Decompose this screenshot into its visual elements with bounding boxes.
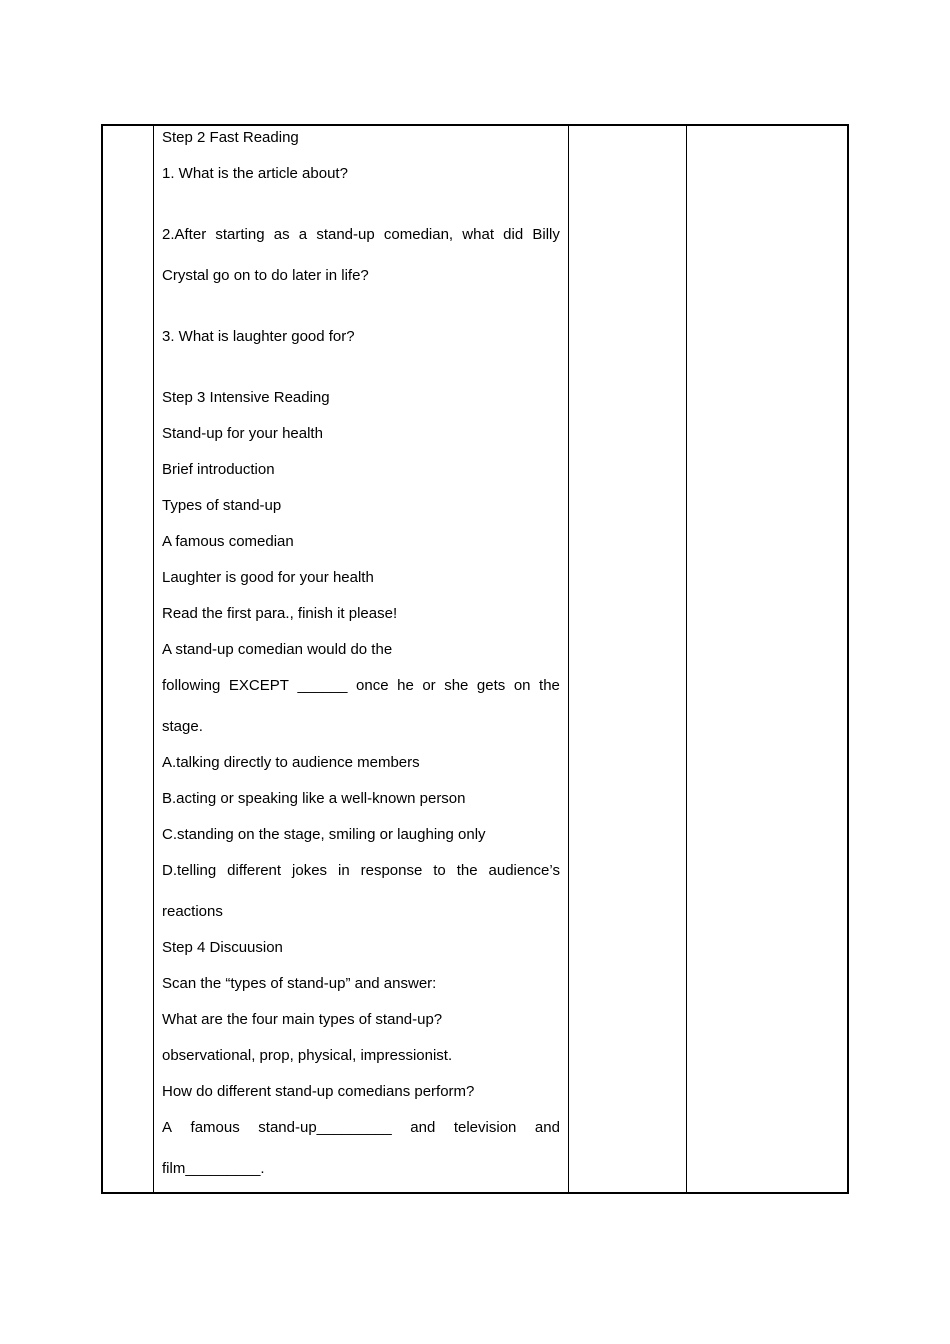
justified-word: in (337, 862, 350, 879)
option-c: C.standing on the stage, smiling or laughing only (162, 826, 486, 843)
justified-word: gets (476, 677, 506, 694)
step4-heading: Step 4 Discuusion (162, 939, 283, 956)
justified-word: different (227, 862, 282, 879)
question-2-line-1 (162, 225, 560, 245)
justified-word: stand-up (316, 226, 375, 243)
justified-word: he (397, 677, 414, 694)
justified-word: a (298, 226, 308, 243)
question-2-line-2: Crystal go on to do later in life? (162, 267, 369, 284)
justified-word: famous (190, 1119, 240, 1136)
column-divider-2 (568, 126, 569, 1192)
instruction: Read the first para., finish it please! (162, 605, 398, 622)
outline-item: Brief introduction (162, 461, 275, 478)
outline-item: A famous comedian (162, 533, 294, 550)
justified-word: television (453, 1119, 517, 1136)
justified-word: on (513, 677, 531, 694)
outline-title: Stand-up for your health (162, 425, 323, 442)
justified-word: and (410, 1119, 436, 1136)
question-3: 3. What is laughter good for? (162, 328, 355, 345)
outline-item: Laughter is good for your health (162, 569, 374, 586)
discussion-question-1: What are the four main types of stand-up? (162, 1011, 443, 1028)
scan-instruction: Scan the “types of stand-up” and answer: (162, 975, 437, 992)
justified-word: once (356, 677, 389, 694)
justified-word: or (422, 677, 436, 694)
option-b: B.acting or speaking like a well-known person (162, 790, 466, 807)
justified-word: response (360, 862, 423, 879)
fill-blank-line-2: film_________. (162, 1160, 265, 1177)
exercise-stem-line-1: A stand-up comedian would do the (162, 641, 393, 658)
justified-word: as (273, 226, 290, 243)
justified-word: ______ (297, 677, 348, 694)
justified-word: jokes (292, 862, 328, 879)
justified-word: D.telling (162, 862, 217, 879)
question-1: 1. What is the article about? (162, 165, 348, 182)
step2-heading: Step 2 Fast Reading (162, 129, 299, 146)
outline-item: Types of stand-up (162, 497, 282, 514)
discussion-question-2: How do different stand-up comedians perform? (162, 1083, 475, 1100)
exercise-stem-line-3: stage. (162, 718, 203, 735)
justified-word: following (162, 677, 221, 694)
justified-word: and (534, 1119, 560, 1136)
justified-word: the (456, 862, 478, 879)
justified-word: to (433, 862, 446, 879)
justified-word: comedian, (383, 226, 454, 243)
justified-word: 2.After (162, 226, 207, 243)
justified-word: audience’s (488, 862, 560, 879)
exercise-stem-line-2 (162, 676, 560, 696)
column-divider-1 (153, 126, 154, 1192)
fill-blank-line-1 (162, 1118, 560, 1138)
option-d-line-2: reactions (162, 903, 223, 920)
justified-word: Billy (532, 226, 560, 243)
step3-heading: Step 3 Intensive Reading (162, 389, 330, 406)
justified-word: the (539, 677, 560, 694)
justified-word: A (162, 1119, 173, 1136)
discussion-answer-1: observational, prop, physical, impressionist. (162, 1047, 453, 1064)
justified-word: she (444, 677, 469, 694)
justified-word: EXCEPT (228, 677, 289, 694)
justified-word: did (503, 226, 524, 243)
justified-word: stand-up_________ (258, 1119, 392, 1136)
justified-word: starting (215, 226, 265, 243)
column-divider-3 (686, 126, 687, 1192)
lesson-table (101, 124, 849, 1194)
justified-word: what (462, 226, 494, 243)
option-a: A.talking directly to audience members (162, 754, 420, 771)
option-d-line-1 (162, 861, 560, 881)
